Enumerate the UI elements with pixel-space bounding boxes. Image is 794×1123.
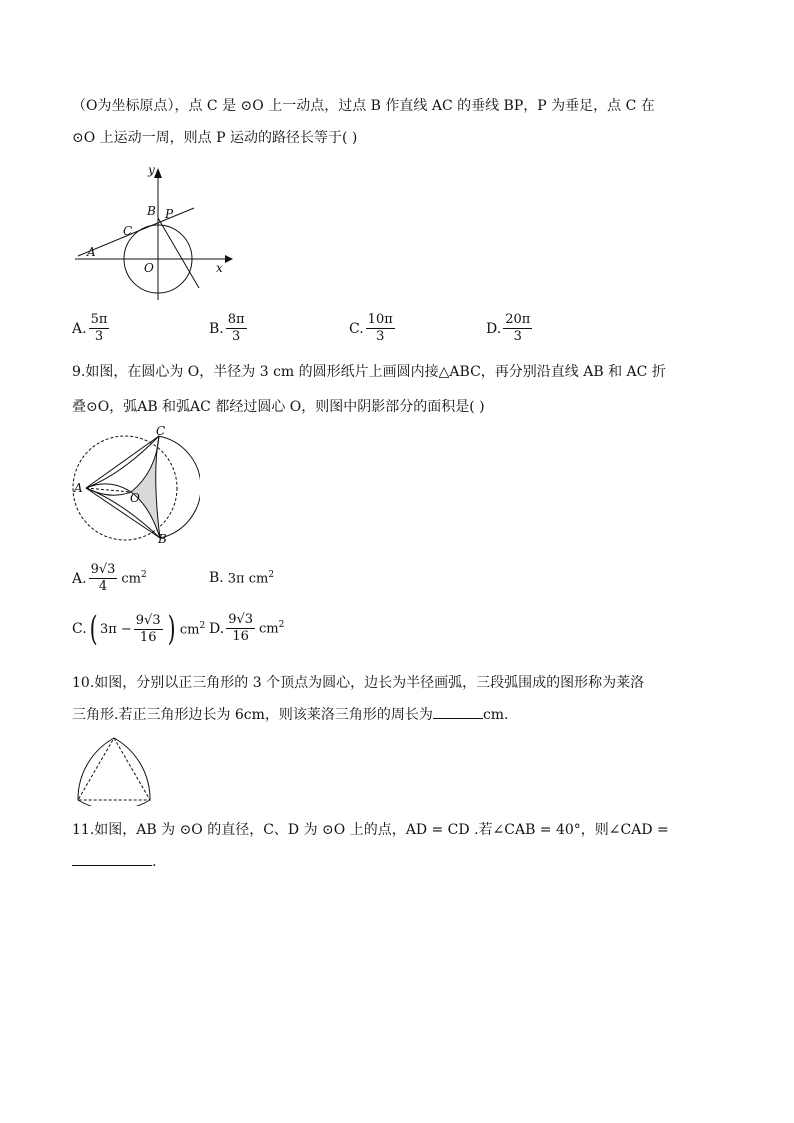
q8-option-b[interactable]: B. $\frac{8\pi}{3}$ [209,312,245,344]
q8-option-b-den: 3 [232,329,241,344]
q8-option-a-num: 5π [90,312,108,327]
q8-line-2: ⊙O 上运动一周，则点 P 运动的路径长等于( ) [72,130,358,146]
q8-option-d-num: 20π [505,312,531,327]
q8-option-d[interactable]: D. $\frac{20\pi}{3}$ [486,312,531,344]
q9-label-B: B [158,532,167,546]
q8-label-C: C [123,224,133,238]
q8-label-A: A [87,245,96,259]
q10-line-1: 10.如图，分别以正三角形的 3 个顶点为圆心，边长为半径画弧，三段弧围成的图形称为莱洛 [72,675,645,691]
q9-option-a[interactable]: A. $\frac{9√3}{4}$ $cm^2$ [72,562,147,594]
q10-figure [72,734,156,806]
q8-option-c-num: 10π [367,312,393,327]
q9-option-d[interactable]: D. $\frac{9√3}{16}$ $cm^2$ [209,612,285,644]
q8-figure [70,160,240,310]
q9-line-1: 9.如图，在圆心为 O，半径为 3 cm 的圆形纸片上画圆内接△ABC，再分别沿直线 AB 和 AC 折 [72,364,666,380]
q8-label-P: P [165,207,174,221]
q10-answer-blank[interactable] [433,718,483,719]
q8-line-1: （O为坐标原点），点 C 是 ⊙O 上一动点，过点 B 作直线 AC 的垂线 BP，P 为垂足，点 C 在 [72,98,655,114]
q11-line-2: . [72,852,156,872]
q8-option-d-den: 3 [513,329,522,344]
q11-line-1: 11.如图，AB 为 ⊙O 的直径，C、D 为 ⊙O 上的点，AD = CD .若∠CAB = 40°，则∠CAD = [72,822,669,838]
q9-figure [70,426,200,546]
q8-option-c[interactable]: C. $\frac{10\pi}{3}$ [349,312,393,344]
q10-line-2: 三角形.若正三角形边长为 6cm，则该莱洛三角形的周长为 cm. [72,707,509,723]
q8-label-O: O [144,261,154,275]
q8-option-a[interactable]: A. $\frac{5\pi}{3}$ [72,312,108,344]
q9-label-O: O [130,491,140,505]
q8-option-c-den: 3 [376,329,385,344]
q9-label-C: C [156,426,166,438]
q9-option-b[interactable]: B. 3π $cm^2$ [209,570,275,587]
q8-option-a-den: 3 [94,329,104,344]
q8-label-B: B [147,204,156,218]
q8-option-b-num: 8π [227,312,245,327]
q11-answer-blank[interactable] [72,865,152,866]
q9-line-2: 叠⊙O，弧AB 和弧AC 都经过圆心 O，则图中阴影部分的面积是( ) [72,399,485,415]
q8-label-y: y [148,163,155,177]
q9-label-A: A [74,481,83,495]
q8-label-x: x [216,261,223,275]
q9-option-c[interactable]: C. ( 3π − $\frac{9√3}{16}$ ) $cm^2$ [72,609,206,649]
